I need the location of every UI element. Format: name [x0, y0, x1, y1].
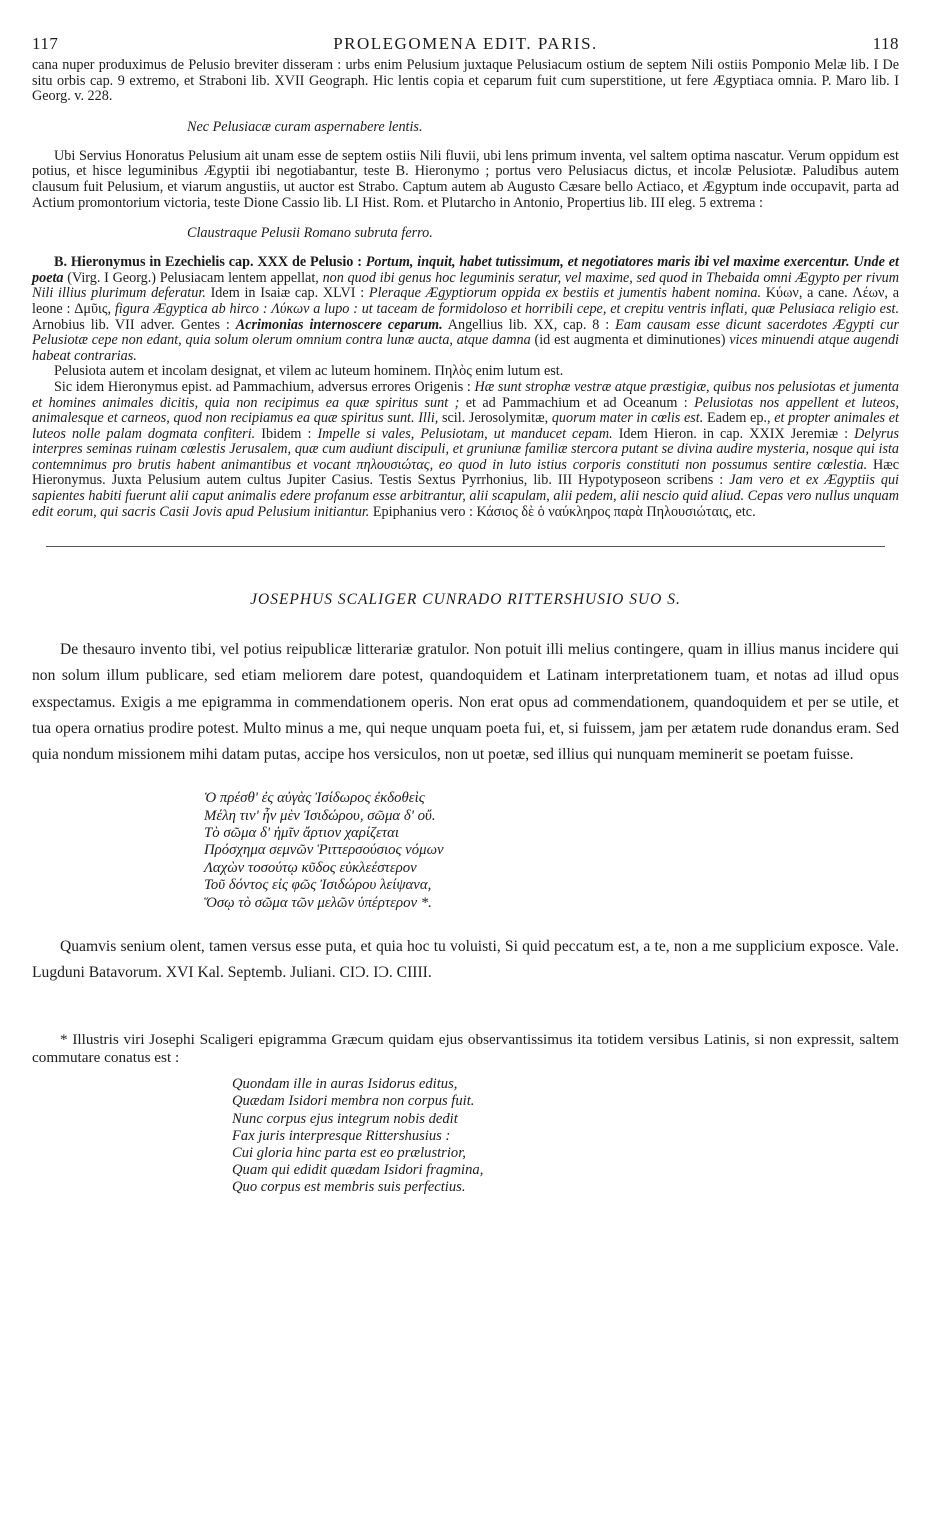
greek-line: Τοῦ δόντος εἰς φῶς Ἰσιδώρου λείψανα, — [204, 877, 432, 894]
p3-l: Eam causam esse dicunt sacerdotes Ægypti cur Pelusiotæ cepe non edant, quia solum olerum omnium contra lunæ aucta, atque damna — [32, 316, 899, 349]
p3-lead: B. Hieronymus in Ezechielis cap. XXX de Pelusio : — [54, 254, 366, 271]
p5-k: Idem Hieron. in cap. XXIX Jeremiæ : — [612, 425, 855, 442]
letter-paragraph-2: Quamvis senium olent, tamen versus esse puta, et quia hoc tu voluisti, Si quid peccatum est, a te, non a me supplicium exposce. Vale. Lugduni Batavorum. XVI Kal. Septemb. Juliani. CIƆ. IƆ. CIIII. — [32, 938, 899, 982]
scaliger-letter — [32, 637, 899, 986]
p3-d: Idem in Isaiæ cap. XLVI : — [205, 285, 369, 302]
letter-title: JOSEPHUS SCALIGER CUNRADO RITTERSHUSIO SUO S. — [250, 591, 681, 609]
latin-line: Quo corpus est membris suis perfectius. — [232, 1179, 466, 1196]
p3-m: (id est augmenta et diminutiones) — [530, 332, 730, 349]
latin-epigram — [232, 1076, 899, 1196]
footnote — [32, 1031, 899, 1197]
greek-line: Ὅσῳ τὸ σῶμα τῶν μελῶν ὑπέρτερον *. — [204, 894, 432, 911]
paragraph-2: Ubi Servius Honoratus Pelusium ait unam esse de septem ostiis Nili fluvii, ubi lens primum inventa, vel saltem optima nascatur. Verum oppidum est potius, et hisce leguminibus Ægyptii ibi negotiabantur, teste B. Hieronymo ; portus vero Pelusiacus dictus, et incolæ Pelusiotæ. Paludibus autem clausum fuit Pelusium, et viarum angustiis, ut auctor est Strabo. Captum autem ab Augusto Cæsare bello Actiaco, et Ægyptum inde occupavit, parta ad Actium promontorium victoria, teste Dione Cassio lib. LI Hist. Rom. et Plutarcho in Antonio, Propertius lib. III eleg. 5 extrema : — [32, 147, 899, 211]
latin-line: Nunc corpus ejus integrum nobis dedit — [232, 1110, 458, 1127]
latin-line: Quam qui edidit quædam Isidori fragmina, — [232, 1162, 484, 1179]
p5-f: quorum mater in cœlis est. — [551, 410, 704, 427]
p5-g: Eadem ep., — [703, 410, 775, 427]
p3-e: Pleraque Ægyptiorum oppida ex bestiis et jumentis habent nomina. — [368, 285, 762, 302]
section-divider — [46, 546, 885, 547]
p5-j: Impelle si vales, Pelusiotam, ut manducet cepam. — [317, 425, 613, 442]
p5-l: Delyrus interpres seminas ruinam cœlestis Jerusalem, quæ cum audiunt discipuli, et gruniunæ familiæ stercora putant se divina audire mysteria, nosque qui ista contemnimus pro brutis habent animantibus et vocant πηλουσιώτας, eo quod in luto istius corporis constituti non possumus sentire cœlestia. — [32, 425, 899, 473]
p3-c: non quod ibi genus hoc leguminis seratur, vel maxime, sed quod in Thebaida omni Ægypto per rivum Nili illius plurimum deferatur. — [32, 269, 899, 302]
p5-n: Jam vero et ex Ægyptiis qui sapientes habiti fuerunt alii caput animalis edere profanum esse arbitrantur, alii scapulam, alii pedem, alii nescio quid aliud. Cepas vero nullus unquam edit eorum, qui sacris Casii Jovis apud Pelusium initiantur. — [32, 472, 899, 520]
paragraph-5 — [32, 380, 899, 520]
p5-d: Pelusiotas nos appellent et luteos, animalesque et carneos, quod non recipiamus ea quæ spiritus sunt. Illi, — [32, 394, 899, 427]
p5-a: Sic idem Hieronymus epist. ad Pammachium, adversus errores Origenis : — [54, 378, 475, 395]
greek-line: Μέλη τιν' ἦν μὲν Ἰσιδώρου, σῶμα δ' οὔ. — [204, 807, 436, 824]
p5-e: scil. Jerosolymitæ, — [438, 410, 552, 427]
p5-h: et propter animales et luteos nolle palam dogmata confiteri. — [32, 410, 900, 442]
prolegomena-body — [32, 58, 899, 520]
latin-line: Quondam ille in auras Isidorus editus, — [232, 1076, 458, 1093]
p3-g: figura Ægyptica ab hirco : — [114, 300, 272, 317]
verse-quote-1: Nec Pelusiacæ curam aspernabere lentis. — [187, 118, 423, 135]
p3-f: Κύων, a cane. Λέων, a leone : Δμῦις, — [32, 285, 899, 317]
greek-line: Τὸ σῶμα δ' ἡμῖν ἄρτιον χαρίζεται — [204, 825, 399, 842]
paragraph-3 — [32, 255, 899, 364]
p3-n: vices minuendi atque augendi habeat contrarias. — [32, 332, 899, 364]
latin-line: Quædam Isidori membra non corpus fuit. — [232, 1093, 475, 1110]
p3-b: (Virg. I Georg.) Pelusiacam lentem appellat, — [63, 269, 323, 286]
greek-line: Λαχὼν τοσούτῳ κῦδος εὐκλεέστερον — [204, 859, 417, 876]
greek-line: Πρόσχημα σεμνῶν Ῥιττερσούσιος νόμων — [204, 842, 444, 859]
latin-line: Fax juris interpresque Rittershusius : — [232, 1127, 451, 1144]
greek-line: Ὁ πρέσθ' ἐς αὐγὰς Ἰσίδωρος ἐκδοθεὶς — [204, 790, 425, 807]
p5-c: et ad Pammachium et ad Oceanum : — [459, 394, 695, 411]
p5-b: Hæ sunt strophæ vestræ atque præstigiæ, quibus nos pelusiotas et jumenta et homines animales dicitis, quia non recipimus ea quæ spiritus sunt ; — [32, 378, 900, 411]
paragraph-1: cana nuper produximus de Pelusio breviter disseram : urbs enim Pelusium juxtaque Pelusiacum ostium de septem Nili ostiis Pomponio Melæ lib. I De situ orbis cap. 9 extremo, et Straboni lib. XVII Geograph. Hic lentis copia et ceparum fuit cum superstitione, ut fere Ægyptiaca omnia. P. Maro lib. I Georg. v. 228. — [32, 57, 899, 105]
p3-a: Portum, inquit, habet tutissimum, et negotiatores maris ibi vel maxime exercentur. Unde et poeta — [32, 254, 899, 286]
p3-k: Angellius lib. XX, cap. 8 : — [442, 316, 616, 333]
p3-h: Λύκων a lupo : ut taceam de formidoloso et horribili cepe, et crepitu ventris inflati, quæ Pelusiaca religio est. — [271, 300, 899, 317]
running-header — [32, 34, 899, 58]
p5-i: Ibidem : — [255, 425, 318, 442]
greek-epigram — [204, 790, 899, 912]
left-page-number: 117 — [32, 34, 59, 53]
p5-m: Hæc Hieronymus. Juxta Pelusium autem cultus Jupiter Casius. Testis Sextus Pyrrhonius, lib. III Hypotyposeon scribens : — [32, 456, 899, 489]
right-page-number: 118 — [872, 34, 899, 53]
p5-o: Epiphanius vero : Κάσιος δὲ ὁ ναύκληρος παρὰ Πηλουσιώταις, etc. — [369, 503, 756, 520]
latin-line: Cui gloria hinc parta est eo prælustrior, — [232, 1144, 466, 1161]
running-title: PROLEGOMENA EDIT. PARIS. — [333, 34, 598, 53]
paragraph-4: Pelusiota autem et incolam designat, et vilem ac luteum hominem. Πηλὸς enim lutum est. — [54, 363, 564, 380]
verse-quote-2: Claustraque Pelusii Romano subruta ferro. — [187, 225, 433, 242]
p3-i: Arnobius lib. VII adver. Gentes : — [32, 316, 236, 333]
footnote-text: * Illustris viri Josephi Scaligeri epigramma Græcum quidam ejus observantissimus ita totidem versibus Latinis, si non expressit, saltem commutare conatus est : — [32, 1030, 899, 1067]
letter-paragraph-1: De thesauro invento tibi, vel potius reipublicæ litterariæ gratulor. Non potuit illi melius contingere, quam in illius manus incidere qui non solum illum publicare, sed etiam meliorem dare potest, quandoquidem et Latinam interpretationem tuam, et notas ad illud opus exspectamus. Exigis a me epigramma in commendationem operis. Non erat opus ad commendationem, quandoquidem et per se utile, et tua opera ornatius prodire potest. Multo minus a me, qui neque unquam poeta fui, et, si fuissem, jam per ætatem rude donandus eram. Sed quia nondum missionem mihi datam putas, accipe hos versiculos, non ut poetæ, sed illius qui nunquam meminerit se poetam fuisse. — [32, 641, 899, 764]
p3-j: Acrimonias internoscere ceparum. — [235, 316, 443, 333]
